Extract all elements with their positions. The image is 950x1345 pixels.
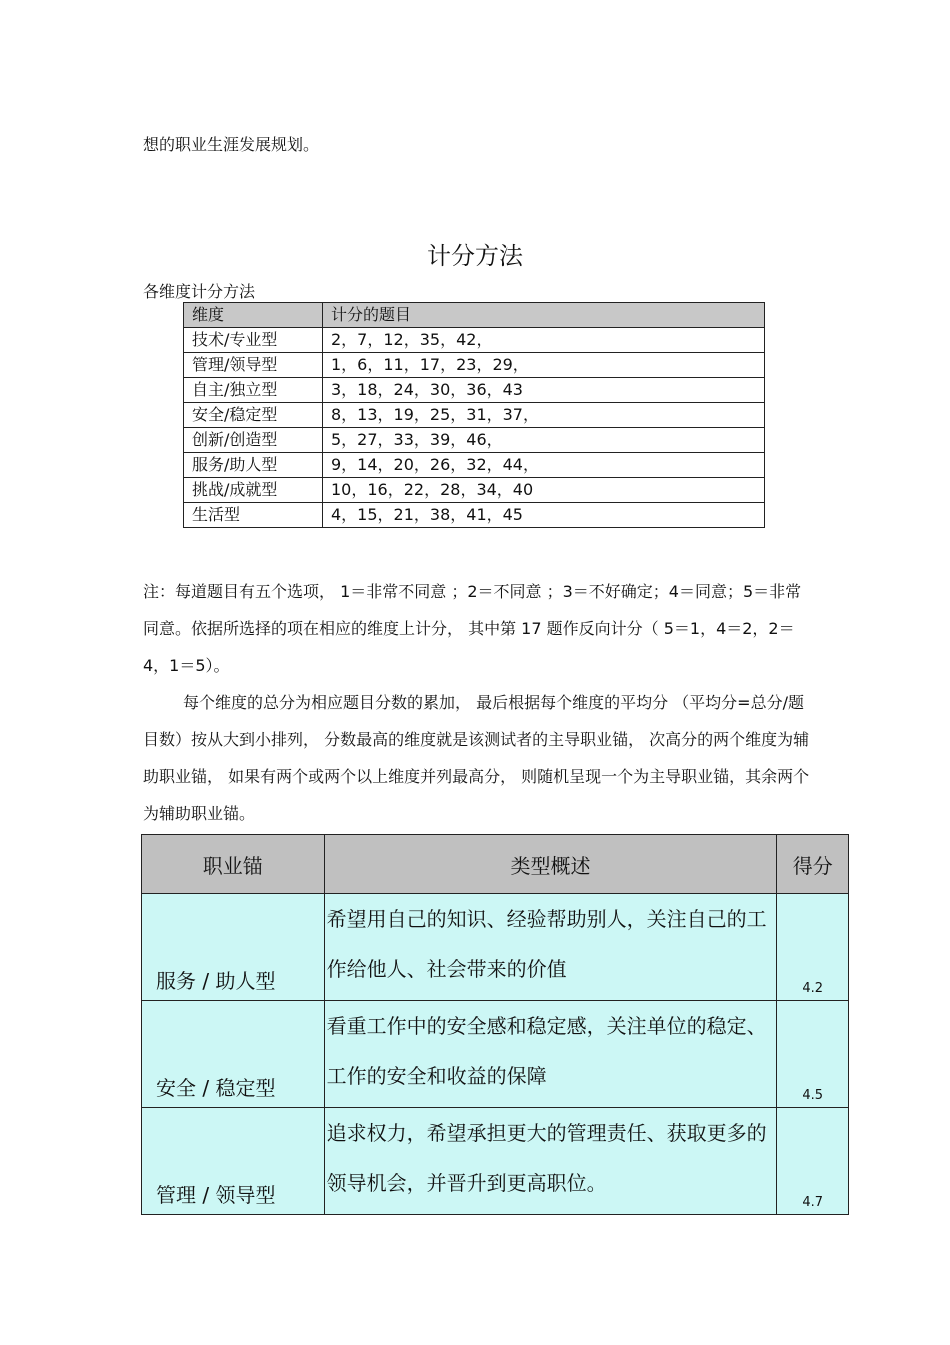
table-row [142, 894, 849, 1001]
items-cell: 10，16，22，28，34，40 [323, 478, 765, 503]
anchor-score: 4.7 [777, 1108, 849, 1215]
items-cell: 3，18，24，30，36，43 [323, 378, 765, 403]
ranking-paragraph: 每个维度的总分为相应题目分数的累加， 最后根据每个维度的平均分 （平均分=总分/题目数）按从大到小排列， 分数最高的维度就是该测试者的主导职业锚， 次高分的两个维度为辅助职业锚， 如果有两个或两个以上维度并列最高分， 则随机呈现一个为主导职业锚，其余两个为辅助职业锚。 [143, 693, 810, 823]
dimension-cell: 生活型 [184, 503, 323, 528]
anchor-description: 希望用自己的知识、经验帮助别人，关注自己的工作给他人、社会带来的价值 [324, 894, 777, 1001]
anchor-description: 看重工作中的安全感和稳定感，关注单位的稳定、工作的安全和收益的保障 [324, 1001, 777, 1108]
table-row [142, 1108, 849, 1215]
intro-line: 想的职业生涯发展规划。 [143, 135, 320, 154]
dimension-cell: 挑战/成就型 [184, 478, 323, 503]
items-cell: 4，15，21，38，41，45 [323, 503, 765, 528]
header-description: 类型概述 [324, 835, 777, 894]
dimension-cell: 管理/领导型 [184, 353, 323, 378]
subheading: 各维度计分方法 [143, 282, 256, 301]
section-heading: 计分方法 [427, 242, 523, 270]
scoring-table [183, 302, 765, 528]
table-row [184, 428, 765, 453]
anchor-table-header [142, 835, 849, 894]
items-cell: 9，14，20，26，32，44， [323, 453, 765, 478]
header-dimension: 维度 [184, 303, 323, 328]
items-cell: 2，7，12，35，42， [323, 328, 765, 353]
career-anchor-table [141, 834, 849, 1215]
table-row [184, 453, 765, 478]
header-items: 计分的题目 [323, 303, 765, 328]
dimension-cell: 创新/创造型 [184, 428, 323, 453]
dimension-cell: 技术/专业型 [184, 328, 323, 353]
items-cell: 1，6，11，17，23，29， [323, 353, 765, 378]
dimension-cell: 自主/独立型 [184, 378, 323, 403]
scoring-note: 注：每道题目有五个选项， 1＝非常不同意 ；2＝不同意 ；3＝不好确定；4＝同意；5＝非常同意。依据所选择的项在相应的维度上计分， 其中第 17 题作反向计分（ 5＝1，4＝2，2＝4，1＝5）。 [143, 582, 802, 675]
anchor-score: 4.5 [777, 1001, 849, 1108]
header-anchor: 职业锚 [142, 835, 325, 894]
table-row [142, 1001, 849, 1108]
items-cell: 8，13，19，25，31，37， [323, 403, 765, 428]
table-row [184, 478, 765, 503]
table-row [184, 503, 765, 528]
table-row [184, 403, 765, 428]
anchor-name: 服务 / 助人型 [142, 894, 325, 1001]
scoring-table-header [184, 303, 765, 328]
dimension-cell: 服务/助人型 [184, 453, 323, 478]
anchor-description: 追求权力，希望承担更大的管理责任、获取更多的领导机会，并晋升到更高职位。 [324, 1108, 777, 1215]
anchor-name: 管理 / 领导型 [142, 1108, 325, 1215]
table-row [184, 378, 765, 403]
items-cell: 5，27，33，39，46， [323, 428, 765, 453]
anchor-name: 安全 / 稳定型 [142, 1001, 325, 1108]
header-score: 得分 [777, 835, 849, 894]
table-row [184, 353, 765, 378]
dimension-cell: 安全/稳定型 [184, 403, 323, 428]
table-row [184, 328, 765, 353]
anchor-score: 4.2 [777, 894, 849, 1001]
